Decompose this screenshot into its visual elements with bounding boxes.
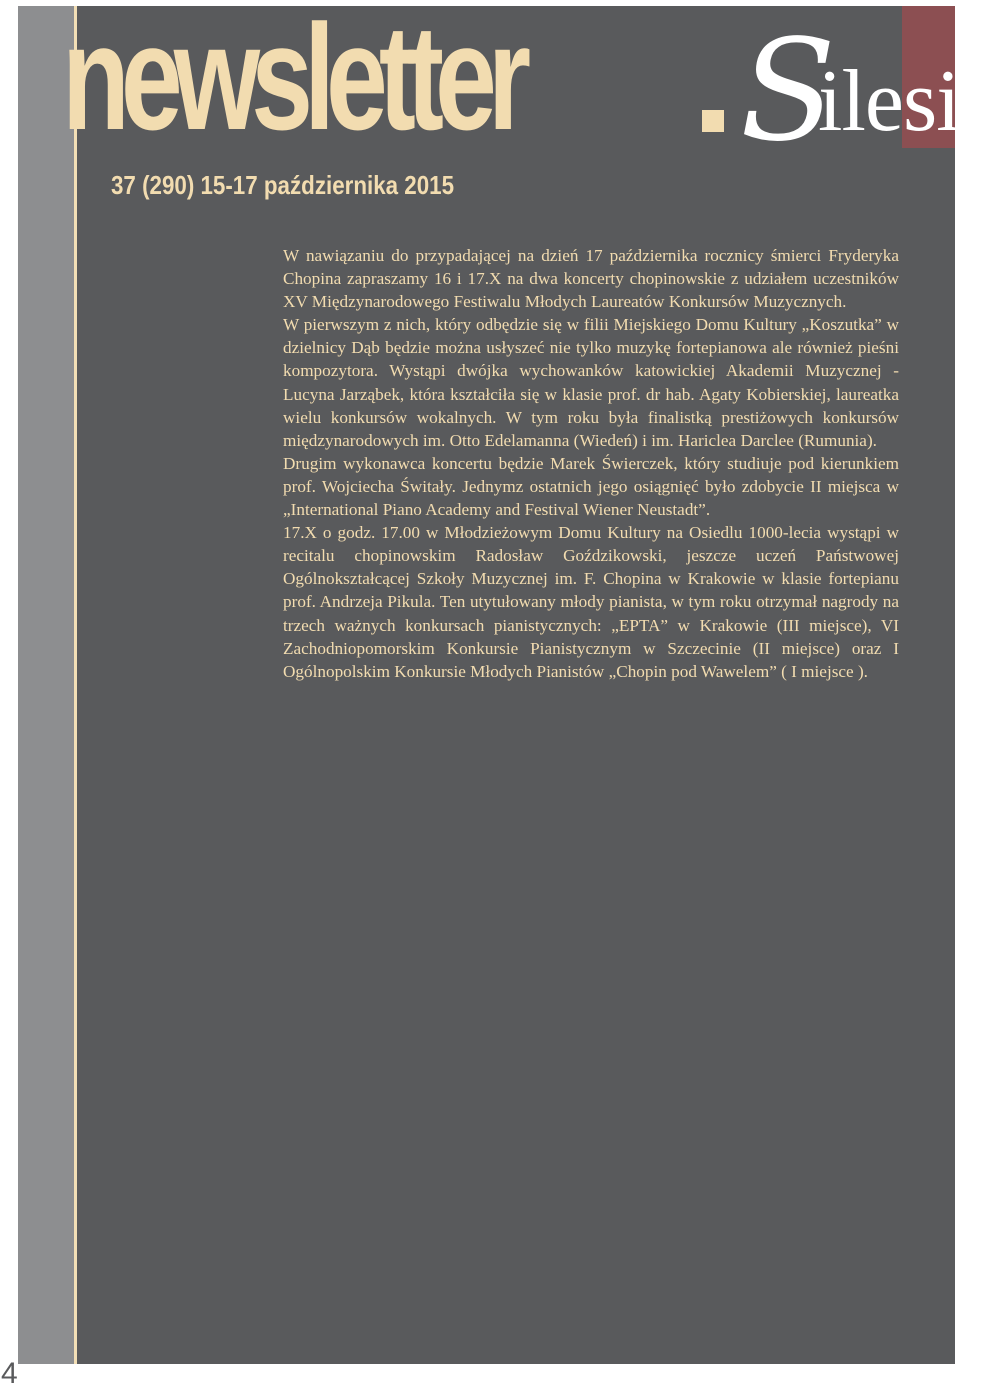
- masthead-newsletter-text: newsletter: [62, 0, 523, 161]
- article-paragraph: W pierwszym z nich, który odbędzie się w filii Miejskiego Domu Kultury „Koszutka” w dzielnicy Dąb będzie można usłyszeć nie tylko muzykę fortepianowa ale również pieśni kompozytora. Wystąpi dwójka wychowanków katowickiej Akademii Muzycznej - Lucyna Jarząbek, która kształciła się w klasie prof. dr hab. Agaty Kobierskiej, laureatka wielu konkursów wokalnych. W tym roku była finalistką prestiżowych konkursów międzynarodowych im. Otto Edelamanna (Wiedeń) i im. Hariclea Darclee (Rumunia).: [283, 315, 899, 450]
- masthead-logo: [62, 0, 998, 173]
- article-paragraph: W nawiązaniu do przypadającej na dzień 17 października rocznicy śmierci Fryderyka Chopina zapraszamy 16 i 17.X na dwa koncerty chopinowskie z udziałem uczestników XV Międzynarodowego Festiwalu Młodych Laureatów Konkursów Muzycznych.: [283, 246, 899, 312]
- masthead-ilesia-text: ilesia: [818, 53, 998, 150]
- page-number: 4: [1, 1357, 18, 1390]
- content-panel: [76, 6, 955, 1364]
- article-paragraph: 17.X o godz. 17.00 w Młodzieżowym Domu Kultury na Osiedlu 1000-lecia wystąpi w recitalu chopinowskim Radosław Goździkowski, jeszcze uczeń Państwowej Ogólnokształcącej Szkoły Muzycznej im. F. Chopina w Krakowie w klasie fortepianu prof. Andrzeja Pikula. Ten utytułowany młody pianista, w tym roku otrzymał nagrody na trzech ważnych konkursach pianistycznych: „EPTA” w Krakowie (III miejsce), VI Zachodniopomorskim Konkursie Pianistycznym w Szczecinie (II miejsce) oraz I Ogólnopolskim Konkursie Młodych Pianistów „Chopin pod Wawelem” ( I miejsce ).: [283, 523, 899, 681]
- left-gray-strip: [18, 6, 74, 1364]
- masthead-script-s: S: [740, 10, 836, 173]
- article-body: [283, 244, 899, 683]
- issue-date: 37 (290) 15-17 października 2015: [111, 170, 455, 200]
- masthead-dot: [702, 110, 724, 132]
- panel-edge-line: [74, 6, 77, 1364]
- article-paragraph: Drugim wykonawca koncertu będzie Marek Świerczek, który studiuje pod kierunkiem prof. Wojciecha Świtały. Jednymz ostatnich jego osiągnięć było zdobycie II miejsca w „International Piano Academy and Festival Wiener Neustadt”.: [283, 453, 899, 520]
